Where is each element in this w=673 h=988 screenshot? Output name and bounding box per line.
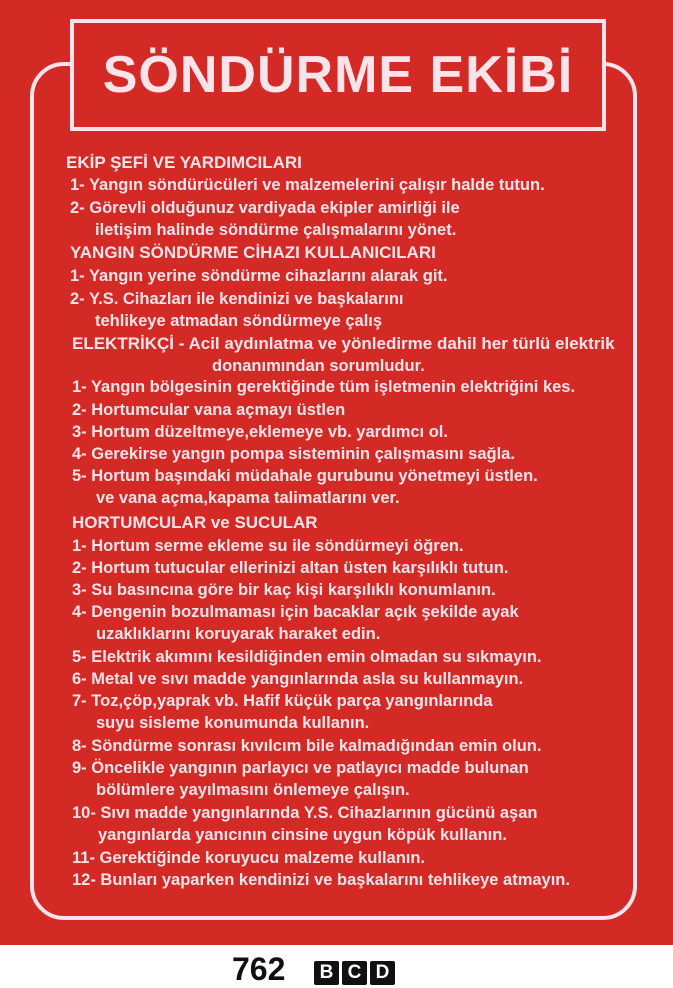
list-item: 2- Hortumcular vana açmayı üstlen — [72, 401, 346, 419]
list-item: 2- Y.S. Cihazları ile kendinizi ve başkalarını — [70, 290, 404, 308]
list-item: ve vana açma,kapama talimatlarını ver. — [96, 489, 400, 507]
section-heading-elektrikci: ELEKTRİKÇİ - Acil aydınlatma ve yönledirme dahil her türlü elektrik — [72, 334, 615, 353]
sign-title: SÖNDÜRME EKİBİ — [102, 46, 574, 104]
class-tags — [314, 961, 395, 985]
section-heading-hortumcular: HORTUMCULAR ve SUCULAR — [72, 513, 318, 532]
class-tag-d: D — [370, 961, 395, 985]
list-item: 1- Yangın yerine söndürme cihazlarını alarak git. — [70, 267, 448, 285]
list-item: 3- Su basıncına göre bir kaç kişi karşılıklı konumlanın. — [72, 581, 496, 599]
list-item: 3- Hortum düzeltmeye,eklemeye vb. yardımcı ol. — [72, 423, 448, 441]
list-item: 10- Sıvı madde yangınlarında Y.S. Cihazlarının gücünü aşan — [72, 804, 538, 822]
section-heading-ekip-sefi: EKİP ŞEFİ VE YARDIMCILARI — [66, 153, 302, 172]
list-item: 5- Hortum başındaki müdahale gurubunu yönetmeyi üstlen. — [72, 467, 538, 485]
list-item: uzaklıklarını koruyarak haraket edin. — [96, 625, 381, 643]
list-item: 4- Dengenin bozulmaması için bacaklar açık şekilde ayak — [72, 603, 519, 621]
title-box — [70, 19, 606, 131]
list-item: tehlikeye atmadan söndürmeye çalış — [95, 312, 383, 330]
list-item: suyu sisleme konumunda kullanın. — [96, 714, 370, 732]
list-item: 7- Toz,çöp,yaprak vb. Hafif küçük parça yangınlarında — [72, 692, 493, 710]
list-item: 9- Öncelikle yangının parlayıcı ve patlayıcı madde bulunan — [72, 759, 529, 777]
list-item: 1- Hortum serme ekleme su ile söndürmeyi öğren. — [72, 537, 464, 555]
list-item: 1- Yangın bölgesinin gerektiğinde tüm işletmenin elektriğini kes. — [72, 378, 576, 396]
list-item: bölümlere yayılmasını önlemeye çalışın. — [96, 781, 410, 799]
list-item: 2- Görevli olduğunuz vardiyada ekipler amirliği ile — [70, 199, 460, 217]
list-item: 12- Bunları yaparken kendinizi ve başkalarını tehlikeye atmayın. — [72, 871, 570, 889]
list-item: 11- Gerektiğinde koruyucu malzeme kullanın. — [72, 849, 426, 867]
list-item: 4- Gerekirse yangın pompa sisteminin çalışmasını sağla. — [72, 445, 515, 463]
section-heading-cihaz: YANGIN SÖNDÜRME CİHAZI KULLANICILARI — [70, 243, 436, 262]
list-item: 8- Söndürme sonrası kıvılcım bile kalmadığından emin olun. — [72, 737, 542, 755]
list-item: 6- Metal ve sıvı madde yangınlarında asla su kullanmayın. — [72, 670, 524, 688]
class-tag-c: C — [342, 961, 367, 985]
list-item: yangınlarda yanıcının cinsine uygun köpük kullanın. — [98, 826, 507, 844]
list-item: iletişim halinde söndürme çalışmalarını yönet. — [95, 221, 457, 239]
product-code: 762 — [232, 951, 286, 987]
class-tag-b: B — [314, 961, 339, 985]
list-item: 1- Yangın söndürücüleri ve malzemelerini çalışır halde tutun. — [70, 176, 545, 194]
list-item: 2- Hortum tutucular ellerinizi altan üsten karşılıklı tutun. — [72, 559, 509, 577]
section-heading-cont: donanımından sorumludur. — [212, 357, 425, 375]
list-item: 5- Elektrik akımını kesildiğinden emin olmadan su sıkmayın. — [72, 648, 542, 666]
